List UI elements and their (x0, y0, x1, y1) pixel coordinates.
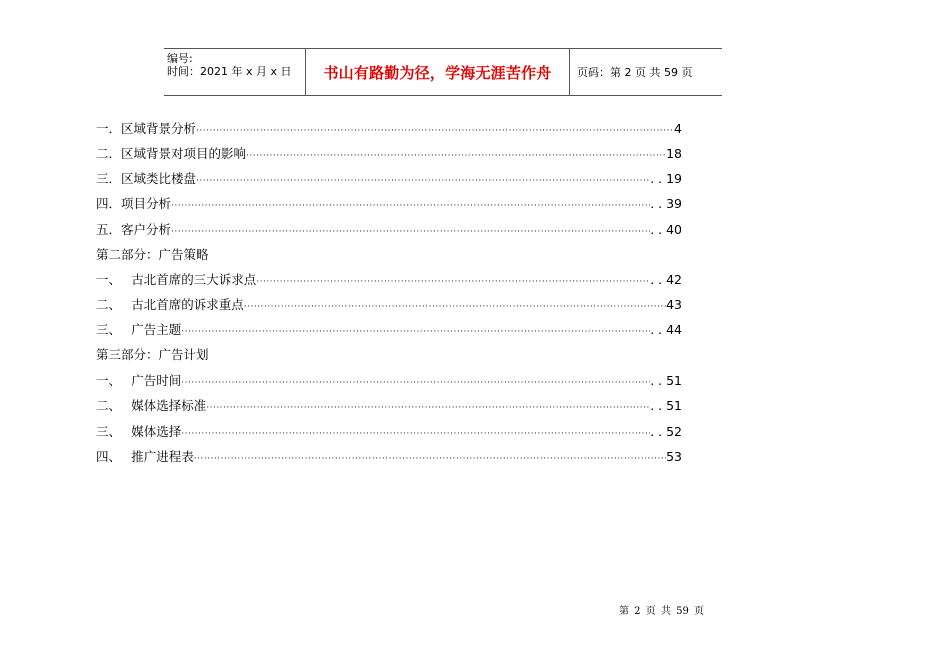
toc-entry-title: 一．区域背景分析 (96, 121, 197, 136)
toc-entry[interactable] (96, 322, 682, 338)
toc-entry-title: 三、 媒体选择 (96, 424, 182, 439)
toc-entry-title: 五．客户分析 (96, 222, 172, 237)
toc-part-heading: 第二部分：广告策略 (96, 247, 209, 262)
toc-leader-dots (244, 299, 666, 315)
toc-entry-title: 三、 广告主题 (96, 322, 182, 337)
toc-entry-page: . . 40 (650, 222, 682, 237)
toc-entry-page: . . 51 (650, 398, 682, 413)
toc-entry-title: 一、 古北首席的三大诉求点 (96, 272, 257, 287)
toc-leader-dots (171, 198, 650, 214)
toc-leader-dots (206, 400, 650, 416)
page-footer: 第 2 页 共 59 页 (619, 606, 704, 617)
toc-leader-dots (181, 375, 650, 391)
toc-entry-page: . . 42 (650, 272, 682, 287)
toc-entry-title: 三．区域类比楼盘 (96, 171, 197, 186)
toc-entry-page: 18 (666, 146, 682, 161)
toc-entry-page: . . 39 (650, 196, 682, 211)
header-motto: 书山有路勤为径，学海无涯苦作舟 (323, 63, 552, 82)
toc-entry-page: . . 44 (650, 322, 682, 337)
toc-entry-page: 53 (666, 449, 682, 464)
toc-entry[interactable] (96, 449, 682, 465)
header-motto-cell (306, 49, 570, 95)
toc-entry-title: 四．项目分析 (96, 196, 172, 211)
toc-entry[interactable] (96, 297, 682, 313)
toc-entry[interactable] (96, 398, 682, 414)
toc-entry-page: 4 (674, 121, 682, 136)
toc-leader-dots (171, 224, 650, 240)
toc-entry[interactable] (96, 196, 682, 212)
toc-entry-title: 二．区域背景对项目的影响 (96, 146, 247, 161)
toc-entry[interactable] (96, 424, 682, 440)
toc-entry[interactable] (96, 272, 682, 288)
toc-leader-dots (196, 173, 650, 189)
toc-entry-page: 43 (666, 297, 682, 312)
toc-leader-dots (246, 148, 666, 164)
header-page-cell (570, 49, 722, 95)
toc-leader-dots (256, 274, 650, 290)
toc-entry[interactable] (96, 373, 682, 389)
header-page-label: 页码：第 2 页 共 59 页 (577, 66, 693, 79)
toc-entry-page: . . 51 (650, 373, 682, 388)
toc-entry-title: 一、 广告时间 (96, 373, 182, 388)
toc-entry[interactable] (96, 121, 682, 137)
toc-leader-dots (194, 451, 666, 467)
document-time-label: 时间：2021 年 x 月 x 日 (167, 65, 292, 78)
toc-entry[interactable] (96, 171, 682, 187)
toc-entry-page: . . 19 (650, 171, 682, 186)
toc-entry[interactable] (96, 146, 682, 162)
header-meta-cell (164, 49, 306, 95)
toc-entry-title: 二、 媒体选择标准 (96, 398, 207, 413)
toc-leader-dots (181, 324, 650, 340)
toc-entry-title: 四、 推广进程表 (96, 449, 194, 464)
toc-leader-dots (181, 426, 650, 442)
page-header (164, 48, 722, 96)
toc-part-heading: 第三部分：广告计划 (96, 347, 209, 362)
toc-leader-dots (196, 123, 674, 139)
document-number-label: 编号: (167, 52, 193, 65)
toc-entry[interactable] (96, 222, 682, 238)
toc-entry-title: 二、 古北首席的诉求重点 (96, 297, 244, 312)
toc-entry-page: . . 52 (650, 424, 682, 439)
